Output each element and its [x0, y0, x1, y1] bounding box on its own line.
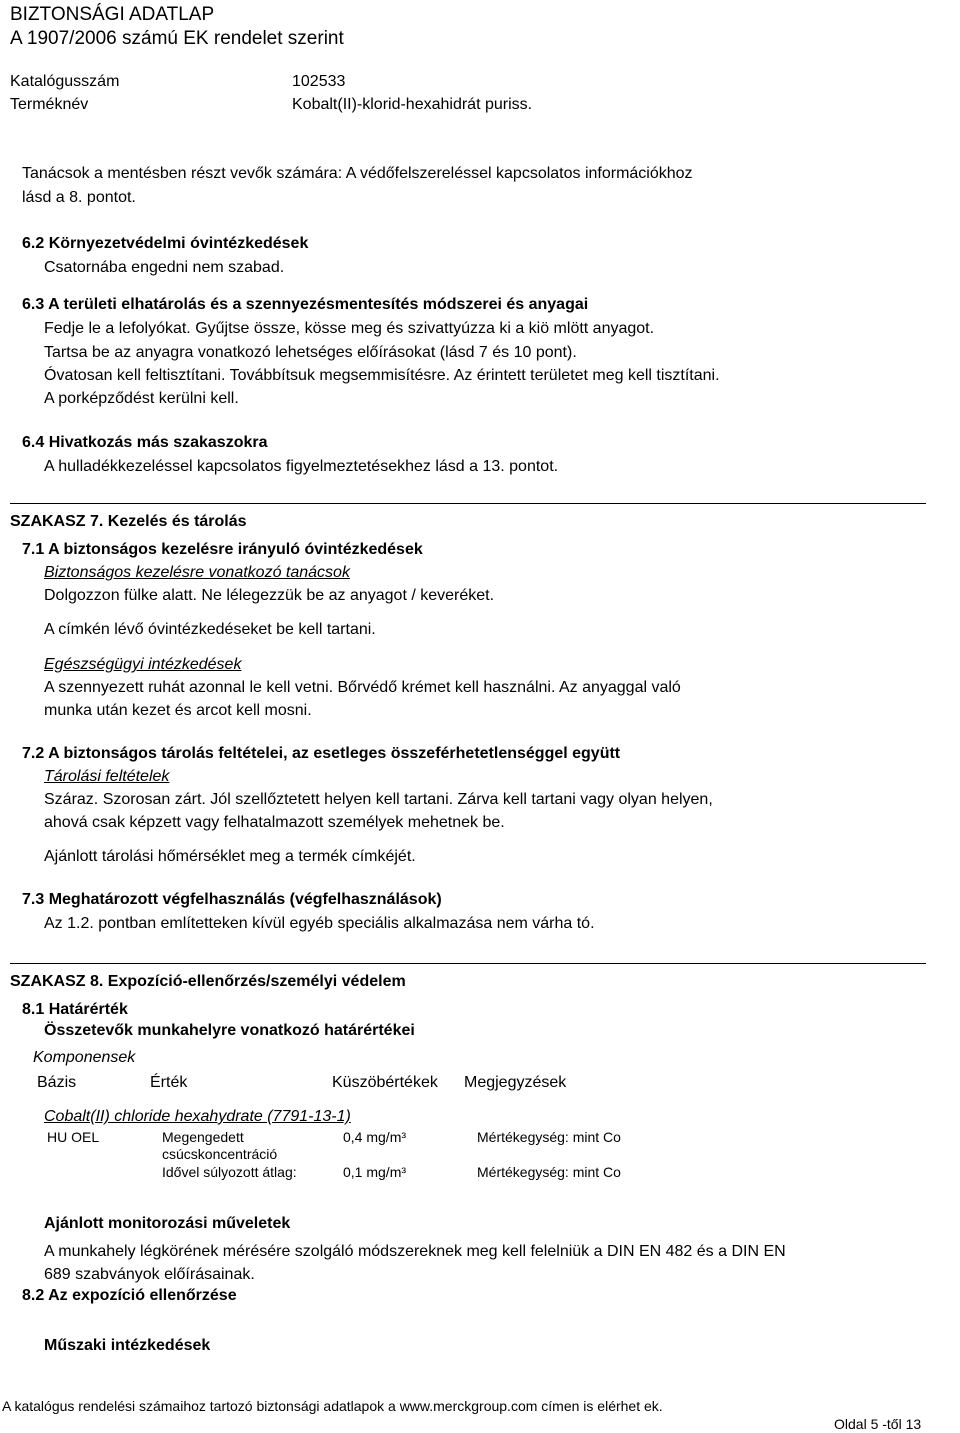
storage-text: Száraz. Szorosan zárt. Jól szellőztetett helyen kell tartani. Zárva kell tartani vagy olyan helyen,	[44, 791, 713, 808]
subsection-7-2-heading: 7.2 A biztonságos tárolás feltételei, az esetleges összeférhetetlenséggel együtt	[22, 745, 621, 762]
subsection-6-3-line: Fedje le a lefolyókat. Gyűjtse össze, kösse meg és szivattyúzza ki a kiö mlött anyagot.	[44, 320, 655, 337]
limits-subheading: Összetevők munkahelyre vonatkozó határértékei	[44, 1022, 415, 1039]
cell-value: Idővel súlyozott átlag:	[162, 1164, 297, 1180]
substance-name: Cobalt(II) chloride hexahydrate (7791-13-1)	[44, 1108, 351, 1125]
section-divider	[10, 963, 926, 964]
monitoring-text-cont: 689 szabványok előírásainak.	[44, 1266, 255, 1283]
storage-subheading: Tárolási feltételek	[44, 768, 170, 785]
safe-handling-subheading: Biztonságos kezelésre vonatkozó tanácsok	[44, 564, 350, 581]
advice-text-cont: lásd a 8. pontot.	[22, 189, 136, 206]
product-label: Terméknév	[10, 96, 89, 113]
cell-value: Megengedett	[162, 1129, 244, 1145]
subsection-6-4-heading: 6.4 Hivatkozás más szakaszokra	[22, 434, 268, 451]
subsection-6-2-heading: 6.2 Környezetvédelmi óvintézkedések	[22, 235, 309, 252]
document-subtitle: A 1907/2006 számú EK rendelet szerint	[10, 28, 344, 49]
cell-threshold: 0,1 mg/m³	[343, 1164, 407, 1180]
storage-text-cont: ahová csak képzett vagy felhatalmazott személyek mehetnek be.	[44, 814, 505, 831]
subsection-6-2-text: Csatornába engedni nem szabad.	[44, 259, 285, 276]
safe-handling-text: A címkén lévő óvintézkedéseket be kell tartani.	[44, 621, 376, 638]
technical-measures-heading: Műszaki intézkedések	[44, 1337, 211, 1354]
advice-text: Tanácsok a mentésben részt vevők számára: A védőfelszereléssel kapcsolatos információkhoz	[22, 165, 693, 182]
catalog-label: Katalógusszám	[10, 73, 120, 90]
subsection-8-1-heading: 8.1 Határérték	[22, 1001, 128, 1018]
components-label: Komponensek	[33, 1049, 136, 1066]
monitoring-heading: Ajánlott monitorozási műveletek	[44, 1215, 291, 1232]
subsection-6-4-text: A hulladékkezeléssel kapcsolatos figyelmeztetésekhez lásd a 13. pontot.	[44, 458, 559, 475]
hygiene-text: A szennyezett ruhát azonnal le kell vetni. Bőrvédő krémet kell használni. Az anyaggal való	[44, 679, 681, 696]
cell-threshold: 0,4 mg/m³	[343, 1129, 407, 1145]
subsection-6-3-heading: 6.3 A területi elhatárolás és a szennyezésmentesítés módszerei és anyagai	[22, 296, 589, 313]
subsection-6-3-line: Óvatosan kell feltisztítani. Továbbítsuk megsemmisítésre. Az érintett területet meg kell tisztítani.	[44, 367, 720, 384]
section-7-heading: SZAKASZ 7. Kezelés és tárolás	[10, 513, 247, 530]
subsection-7-3-heading: 7.3 Meghatározott végfelhasználás (végfelhasználások)	[22, 891, 442, 908]
subsection-7-3-text: Az 1.2. pontban említetteken kívül egyéb speciális alkalmazása nem várha tó.	[44, 915, 595, 932]
subsection-8-2-heading: 8.2 Az expozíció ellenőrzése	[22, 1287, 237, 1304]
document-title: BIZTONSÁGI ADATLAP	[10, 4, 215, 25]
cell-basis: HU OEL	[47, 1129, 100, 1145]
footer-note: A katalógus rendelési számaihoz tartozó biztonsági adatlapok a www.merckgroup.com címen is elérhet ek.	[2, 1398, 663, 1414]
storage-temperature-text: Ajánlott tárolási hőmérséklet meg a termék címkéjét.	[44, 848, 416, 865]
subsection-6-3-line: Tartsa be az anyagra vonatkozó lehetséges előírásokat (lásd 7 és 10 pont).	[44, 344, 577, 361]
column-header-basis: Bázis	[37, 1074, 77, 1091]
subsection-7-1-heading: 7.1 A biztonságos kezelésre irányuló óvintézkedések	[22, 541, 423, 558]
page-number: Oldal 5 -től 13	[834, 1416, 922, 1432]
section-divider	[10, 503, 926, 504]
monitoring-text: A munkahely légkörének mérésére szolgáló módszereknek meg kell felelniük a DIN EN 482 és a DIN EN	[44, 1243, 786, 1260]
subsection-6-3-line: A porképződést kerülni kell.	[44, 390, 239, 407]
section-8-heading: SZAKASZ 8. Expozíció-ellenőrzés/személyi védelem	[10, 973, 406, 990]
cell-value-cont: csúcskoncentráció	[162, 1146, 278, 1162]
column-header-threshold: Küszöbértékek	[332, 1074, 438, 1091]
hygiene-text-cont: munka után kezet és arcot kell mosni.	[44, 702, 312, 719]
cell-note: Mértékegység: mint Co	[477, 1129, 621, 1145]
cell-note: Mértékegység: mint Co	[477, 1164, 621, 1180]
product-value: Kobalt(II)-klorid-hexahidrát puriss.	[292, 96, 533, 113]
column-header-value: Érték	[150, 1074, 188, 1091]
hygiene-subheading: Egészségügyi intézkedések	[44, 656, 242, 673]
catalog-value: 102533	[292, 73, 346, 90]
column-header-notes: Megjegyzések	[464, 1074, 567, 1091]
safe-handling-text: Dolgozzon fülke alatt. Ne lélegezzük be az anyagot / keveréket.	[44, 587, 495, 604]
